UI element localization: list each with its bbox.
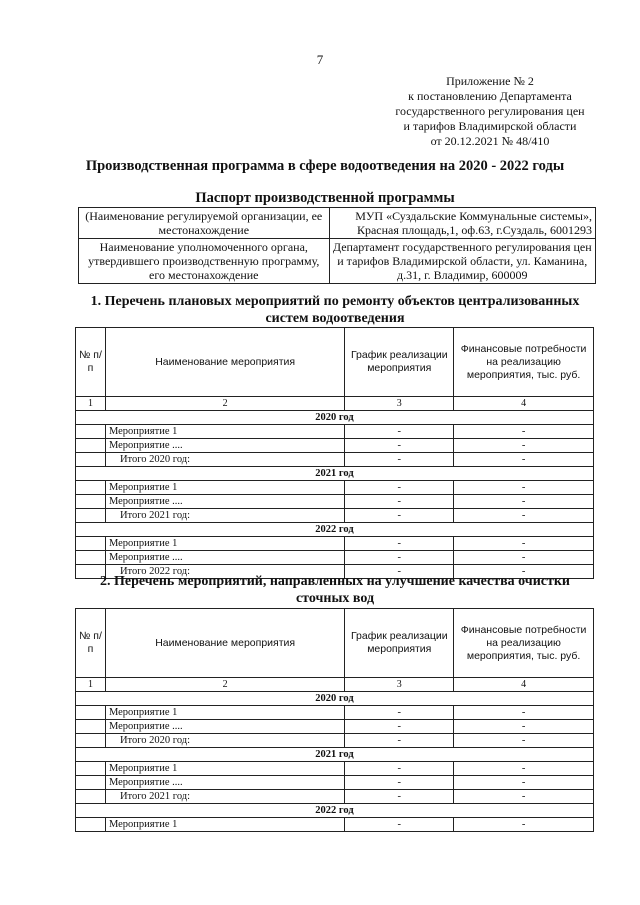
table-row bbox=[79, 208, 596, 239]
finance-cell: - bbox=[454, 453, 594, 467]
header-num: № п/п bbox=[76, 609, 106, 678]
finance-cell: - bbox=[454, 776, 594, 790]
year-label: 2022 год bbox=[76, 523, 594, 537]
header-finance: Финансовые потребности на реализацию мероприятия, тыс. руб. bbox=[454, 609, 594, 678]
document-title: Производственная программа в сфере водоотведения на 2020 - 2022 годы bbox=[85, 158, 565, 174]
year-label: 2022 год bbox=[76, 804, 594, 818]
year-row bbox=[76, 692, 594, 706]
total-label: Итого 2021 год: bbox=[105, 509, 344, 523]
total-label: Итого 2020 год: bbox=[105, 734, 344, 748]
section2-table bbox=[75, 608, 594, 832]
table-row bbox=[76, 818, 594, 832]
schedule-cell: - bbox=[345, 481, 454, 495]
table-row bbox=[76, 481, 594, 495]
approval-line: государственного регулирования цен bbox=[395, 104, 585, 118]
finance-cell: - bbox=[454, 565, 594, 579]
item-name: Мероприятие 1 bbox=[105, 706, 344, 720]
col-num: 4 bbox=[454, 397, 594, 411]
item-name: Мероприятие .... bbox=[105, 551, 344, 565]
schedule-cell: - bbox=[345, 790, 454, 804]
finance-cell: - bbox=[454, 818, 594, 832]
table-row bbox=[76, 734, 594, 748]
approval-line: к постановлению Департамента bbox=[408, 89, 572, 103]
header-name: Наименование мероприятия bbox=[105, 609, 344, 678]
year-row bbox=[76, 804, 594, 818]
table-row bbox=[76, 762, 594, 776]
col-num: 2 bbox=[105, 678, 344, 692]
approval-line: и тарифов Владимирской области bbox=[403, 119, 577, 133]
column-numbers-row bbox=[76, 397, 594, 411]
item-name: Мероприятие 1 bbox=[105, 818, 344, 832]
header-finance: Финансовые потребности на реализацию мероприятия, тыс. руб. bbox=[454, 328, 594, 397]
finance-cell: - bbox=[454, 551, 594, 565]
schedule-cell: - bbox=[345, 537, 454, 551]
schedule-cell: - bbox=[345, 776, 454, 790]
year-row bbox=[76, 411, 594, 425]
page-number: 7 bbox=[316, 52, 324, 67]
total-label: Итого 2020 год: bbox=[105, 453, 344, 467]
table-row bbox=[76, 453, 594, 467]
year-label: 2020 год bbox=[76, 411, 594, 425]
schedule-cell: - bbox=[345, 495, 454, 509]
passport-title: Паспорт производственной программы bbox=[195, 190, 455, 206]
col-num: 1 bbox=[76, 678, 106, 692]
finance-cell: - bbox=[454, 537, 594, 551]
schedule-cell: - bbox=[345, 453, 454, 467]
schedule-cell: - bbox=[345, 818, 454, 832]
header-schedule: График реализации мероприятия bbox=[345, 609, 454, 678]
section2-title: 2. Перечень мероприятий, направленных на улучшение качества очистки сточных вод bbox=[99, 574, 570, 606]
table-row bbox=[76, 776, 594, 790]
col-num: 2 bbox=[105, 397, 344, 411]
item-name: Мероприятие .... bbox=[105, 495, 344, 509]
schedule-cell: - bbox=[345, 509, 454, 523]
year-row bbox=[76, 748, 594, 762]
schedule-cell: - bbox=[345, 565, 454, 579]
year-label: 2020 год bbox=[76, 692, 594, 706]
col-num: 3 bbox=[345, 678, 454, 692]
table-row bbox=[76, 495, 594, 509]
passport-label: Наименование уполномоченного органа, утвердившего производственную программу, его местонахождение bbox=[79, 239, 330, 284]
item-name: Мероприятие .... bbox=[105, 720, 344, 734]
col-num: 4 bbox=[454, 678, 594, 692]
finance-cell: - bbox=[454, 734, 594, 748]
finance-cell: - bbox=[454, 509, 594, 523]
table-row bbox=[76, 790, 594, 804]
finance-cell: - bbox=[454, 439, 594, 453]
passport-label: (Наименование регулируемой организации, ее местонахождение bbox=[79, 208, 330, 239]
year-row bbox=[76, 467, 594, 481]
approval-block bbox=[380, 74, 600, 149]
finance-cell: - bbox=[454, 495, 594, 509]
header-num: № п/п bbox=[76, 328, 106, 397]
section1-table bbox=[75, 327, 594, 579]
section1-title: 1. Перечень плановых мероприятий по ремонту объектов централизованных систем водоотведения bbox=[90, 294, 580, 326]
schedule-cell: - bbox=[345, 762, 454, 776]
table-header-row bbox=[76, 609, 594, 678]
passport-value: МУП «Суздальские Коммунальные системы», Красная площадь,1, оф.63, г.Суздаль, 6001293 bbox=[329, 208, 595, 239]
finance-cell: - bbox=[454, 481, 594, 495]
item-name: Мероприятие 1 bbox=[105, 425, 344, 439]
finance-cell: - bbox=[454, 790, 594, 804]
schedule-cell: - bbox=[345, 706, 454, 720]
table-row bbox=[76, 439, 594, 453]
total-label: Итого 2021 год: bbox=[105, 790, 344, 804]
schedule-cell: - bbox=[345, 551, 454, 565]
year-label: 2021 год bbox=[76, 748, 594, 762]
finance-cell: - bbox=[454, 720, 594, 734]
header-schedule: График реализации мероприятия bbox=[345, 328, 454, 397]
table-row bbox=[76, 509, 594, 523]
table-row bbox=[76, 425, 594, 439]
approval-line: от 20.12.2021 № 48/410 bbox=[430, 134, 550, 148]
finance-cell: - bbox=[454, 425, 594, 439]
item-name: Мероприятие .... bbox=[105, 439, 344, 453]
table-row bbox=[76, 551, 594, 565]
passport-table bbox=[78, 207, 596, 284]
schedule-cell: - bbox=[345, 425, 454, 439]
schedule-cell: - bbox=[345, 734, 454, 748]
table-row bbox=[76, 537, 594, 551]
item-name: Мероприятие 1 bbox=[105, 762, 344, 776]
schedule-cell: - bbox=[345, 720, 454, 734]
finance-cell: - bbox=[454, 762, 594, 776]
column-numbers-row bbox=[76, 678, 594, 692]
item-name: Мероприятие 1 bbox=[105, 481, 344, 495]
item-name: Мероприятие 1 bbox=[105, 537, 344, 551]
year-row bbox=[76, 523, 594, 537]
year-label: 2021 год bbox=[76, 467, 594, 481]
finance-cell: - bbox=[454, 706, 594, 720]
table-row bbox=[76, 720, 594, 734]
schedule-cell: - bbox=[345, 439, 454, 453]
total-label: Итого 2022 год: bbox=[105, 565, 344, 579]
table-row bbox=[76, 706, 594, 720]
col-num: 1 bbox=[76, 397, 106, 411]
table-row bbox=[79, 239, 596, 284]
approval-line: Приложение № 2 bbox=[446, 74, 534, 88]
passport-value: Департамент государственного регулирования цен и тарифов Владимирской области, ул. Каманина, д.31, г. Владимир, 600009 bbox=[329, 239, 595, 284]
col-num: 3 bbox=[345, 397, 454, 411]
table-header-row bbox=[76, 328, 594, 397]
item-name: Мероприятие .... bbox=[105, 776, 344, 790]
header-name: Наименование мероприятия bbox=[105, 328, 344, 397]
